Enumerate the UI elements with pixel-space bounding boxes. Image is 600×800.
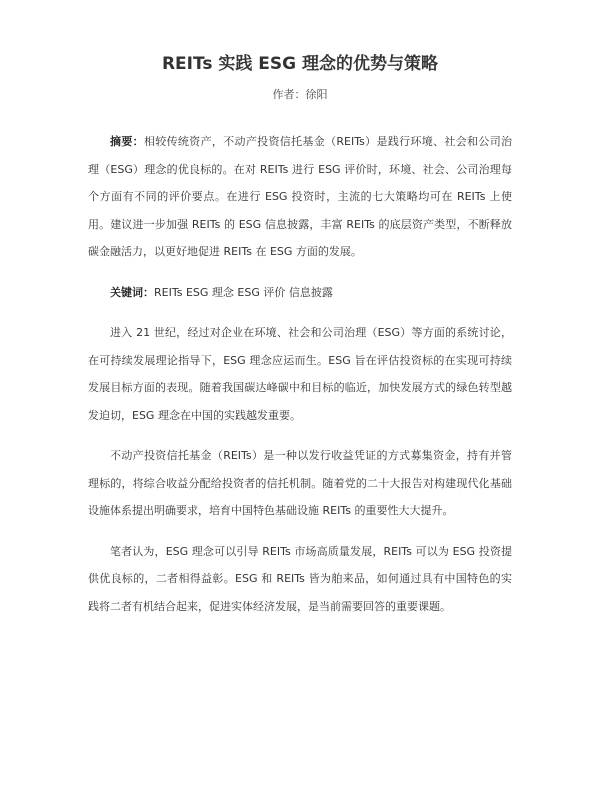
article-author: 作者：徐阳 (272, 88, 328, 101)
article-title: REITs 实践 ESG 理念的优势与策略 (161, 54, 439, 74)
keywords-text: REITs ESG 理念 ESG 评价 信息披露 (154, 285, 333, 299)
abstract-label: 摘要： (110, 135, 144, 148)
body-paragraph-3: 笔者认为，ESG 理念可以引导 REITs 市场高质量发展，REITs 可以为 ESG 投资提供优良标的，二者相得益彰。ESG 和 REITs 皆为舶来品，如何通过具有中国特色的实践将二者有机结合起来，促进实体经济发展，是当前需要回答的重要课题。 (88, 544, 512, 613)
abstract-paragraph (88, 128, 512, 266)
keywords-label: 关键词： (110, 285, 154, 299)
body-paragraph-1: 进入 21 世纪，经过对企业在环境、社会和公司治理（ESG）等方面的系统讨论，在可持续发展理论指导下，ESG 理念应运而生。ESG 旨在评估投资标的在实现可持续发展目标方面的表现。随着我国碳达峰碳中和目标的临近，加快发展方式的绿色转型越发迫切，ESG 理念在中国的实践越发重要。 (88, 326, 512, 422)
keywords-paragraph (88, 279, 512, 307)
body-paragraph-2: 不动产投资信托基金（REITs）是一种以发行收益凭证的方式募集资金，持有并管理标的，将综合收益分配给投资者的信托机制。随着党的二十大报告对构建现代化基础设施体系提出明确要求，培育中国特色基础设施 REITs 的重要性大大提升。 (88, 449, 512, 517)
abstract-text: 相较传统资产，不动产投资信托基金（REITs）是践行环境、社会和公司治理（ESG）理念的优良标的。在对 REITs 进行 ESG 评价时，环境、社会、公司治理每个方面有不同的评价要点。在进行 ESG 投资时，主流的七大策略均可在 REITs 上使用。建议进一步加强 REITs 的 ESG 信息披露，丰富 REITs 的底层资产类型，不断释放碳金融活力，以更好地促进 REITs 在 ESG 方面的发展。 (88, 135, 513, 258)
